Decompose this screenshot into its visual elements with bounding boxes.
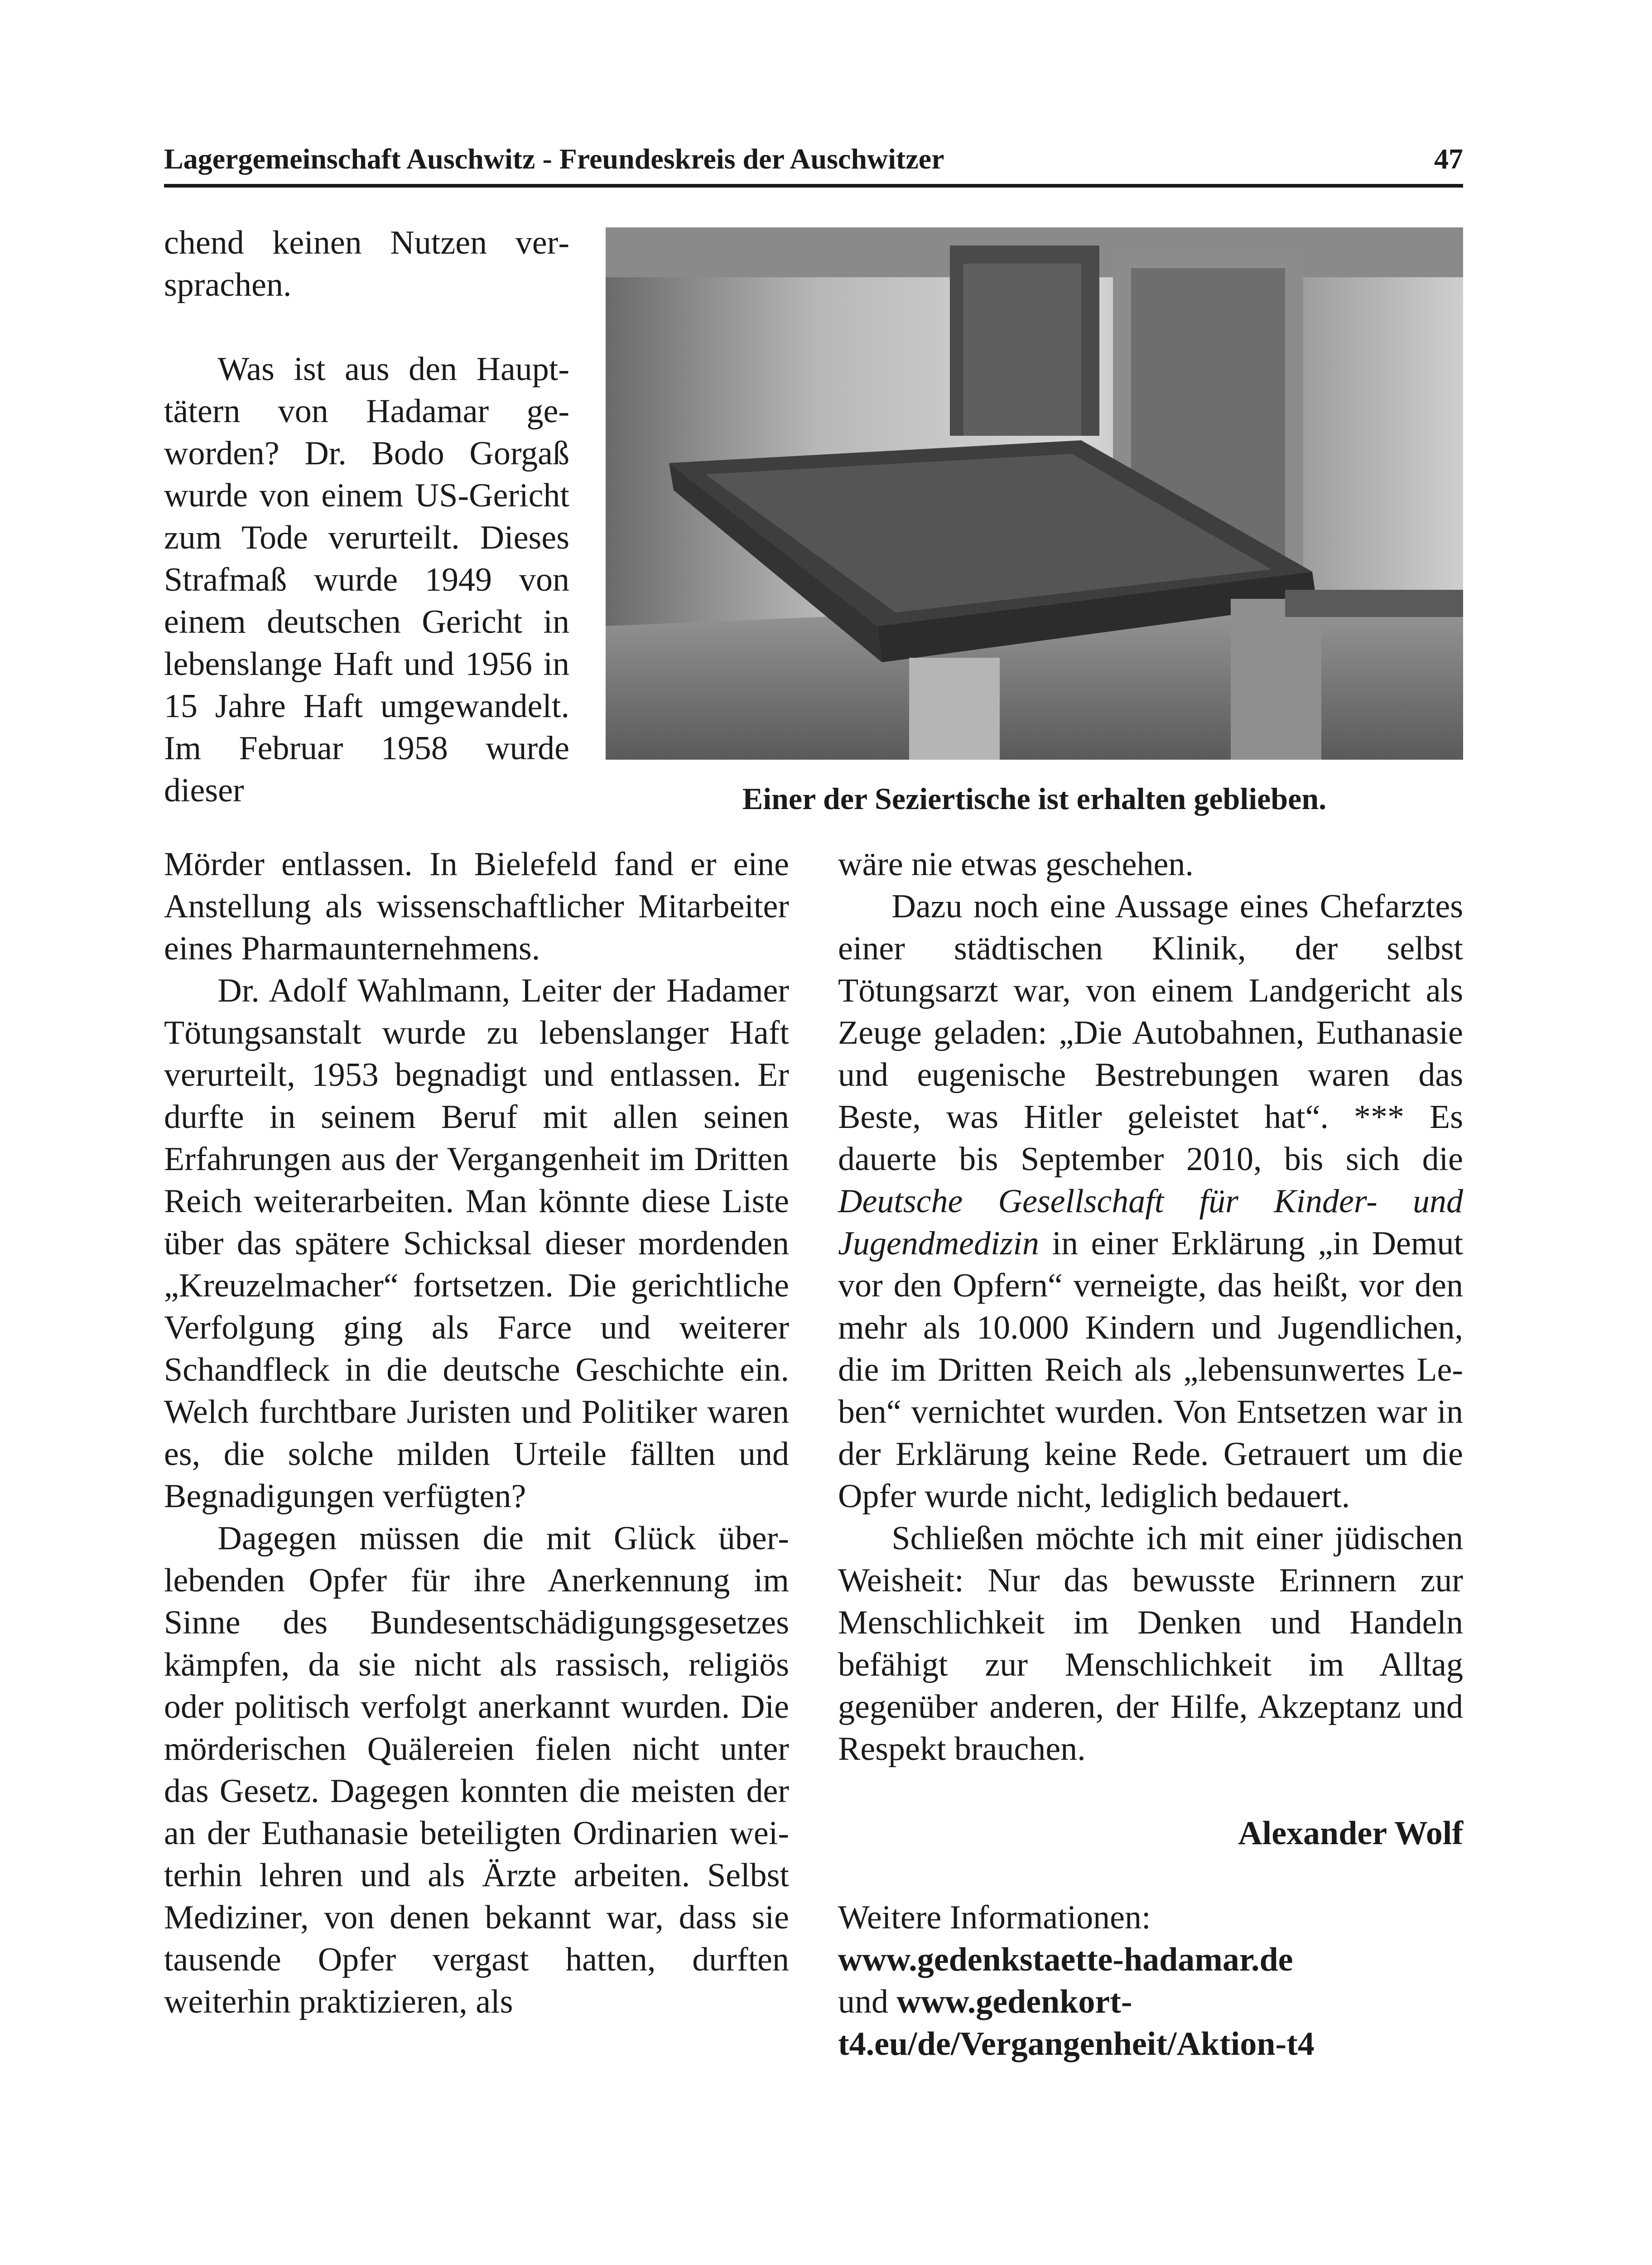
further-info (838, 1897, 1463, 2065)
paragraph-text: Dazu noch eine Aussage eines Chefarztes einer städtischen Klinik, der selbst Tötungsarzt war, von einem Landgericht als Zeuge geladen: „Die Autobahnen, Euthanasie und eugenische Bestrebungen waren das Beste, was Hitler geleistet hat“. *** Es dauerte bis September 2010, bis sich die (838, 888, 1463, 1178)
paragraph: Dagegen müssen die mit Glück überlebenden Opfer für ihre Anerkennung im Sinne des Bundesentschädigungsgesetzes kämpfen, da sie nicht als rassisch, religiös oder politisch verfolgt anerkannt wurden. Die mörderischen Quälereien fielen nicht unter das Gesetz. Dagegen konnten die meisten der an der Euthanasie beteiligten Ordinarien weiterhin lehren und als Ärzte arbeiten. Selbst Mediziner, von denen bekannt war, dass sie tausende Opfer vergast hatten, durften weiterhin praktizieren, als (164, 1520, 789, 2020)
photo-illustration (606, 227, 1463, 760)
paragraph (838, 886, 1463, 1518)
dissection-table-photo (606, 227, 1463, 760)
left-column (164, 843, 789, 2023)
photo-caption: Einer der Seziertische ist erhalten geblieben. (742, 781, 1327, 816)
and-word: und (838, 1983, 897, 2020)
narrow-column (164, 222, 569, 812)
header-title: Lagergemeinschaft Auschwitz - Freundeskreis der Auschwitzer (164, 143, 944, 175)
paragraph: Was ist aus den Haupttätern von Hadamar geworden? Dr. Bodo Gorgaß wurde von einem US-Gericht zum Tode verurteilt. Dieses Strafmaß wurde 1949 von einem deutschen Gericht in lebenslange Haft und 1956 in 15 Jahre Haft umgewandelt. Im Februar 1958 wurde dieser (164, 351, 569, 809)
author-name: Alexander Wolf (1238, 1815, 1463, 1852)
right-column (838, 843, 1463, 2065)
running-header (164, 134, 1463, 188)
link-gedenkort[interactable]: www.gedenkort-t4.eu/de/Vergangenheit/Aktion-t4 (838, 1983, 1315, 2063)
info-label: Weitere Informationen: (838, 1899, 1151, 1936)
paragraph: Mörder entlassen. In Bielefeld fand er eine Anstellung als wissenschaftlicher Mitarbeiter eines Pharmaunternehmens. (164, 846, 789, 967)
organization-name: Deutsche Gesellschaft für Kinder- und Jugendmedizin (838, 1183, 1463, 1262)
paragraph: Dr. Adolf Wahlmann, Leiter der Hadamer Tötungsanstalt wurde zu lebenslanger Haft verurteilt, 1953 begnadigt und entlassen. Er durfte in seinem Beruf mit allen seinen Erfahrungen aus der Vergangenheit im Dritten Reich weiterarbeiten. Man könnte diese Liste über das spätere Schicksal dieser mordenden „Kreuzelmacher“ fortsetzen. Die gerichtliche Verfolgung ging als Farce und weiterer Schandfleck in die deutsche Geschichte ein. Welch furchtbare Juristen und Politiker waren es, die solche milden Urteile fällten und Begnadigungen verfügten? (164, 972, 789, 1515)
paragraph-text: in einer Erklärung „in Demut vor den Opfern“ verneigte, das heißt, vor den mehr als 10.000 Kindern und Jugendlichen, die im Dritten Reich als „lebensunwertes Leben“ vernichtet wurden. Von Entsetzen war in der Erklärung keine Rede. Getrauert um die Opfer wurde nicht, lediglich bedauert. (838, 1225, 1463, 1515)
paragraph: chend keinen Nutzen versprachen. (164, 224, 569, 304)
paragraph: Schließen möchte ich mit einer jüdischen Weisheit: Nur das bewusste Erinnern zur Menschlichkeit im Denken und Handeln befähigt zur Menschlichkeit im Alltag gegenüber anderen, der Hilfe, Akzeptanz und Respekt brauchen. (838, 1520, 1463, 1768)
page-number: 47 (1434, 143, 1463, 175)
paragraph: wäre nie etwas geschehen. (838, 846, 1194, 883)
link-hadamar[interactable]: www.gedenkstaette-hadamar.de (838, 1941, 1293, 1978)
